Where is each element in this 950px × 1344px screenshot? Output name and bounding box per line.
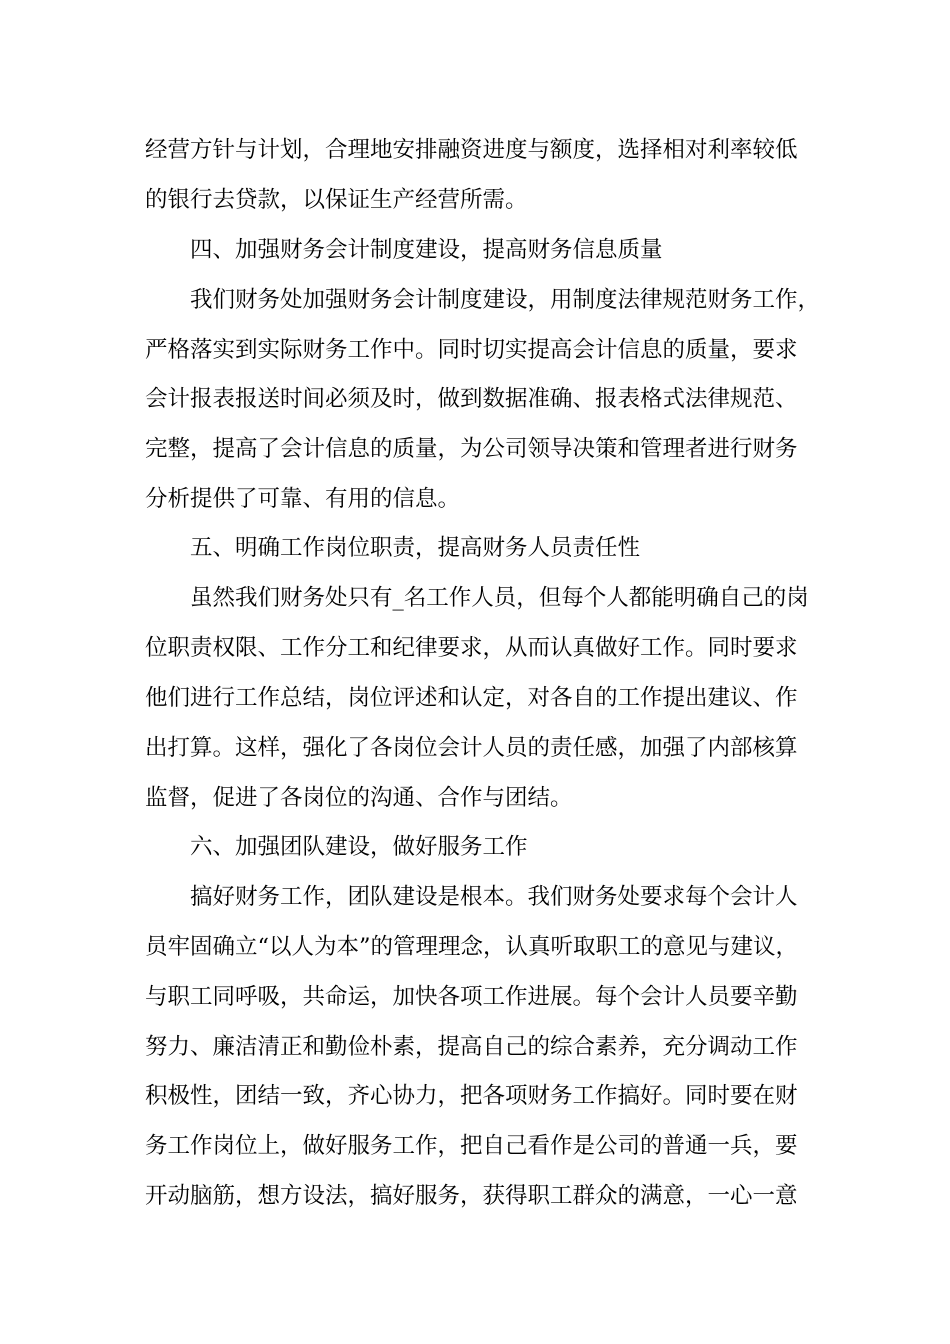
section-heading: 四、加强财务会计制度建设，提高财务信息质量 [190, 237, 663, 263]
text-line: 他们进行工作总结，岗位评述和认定，对各自的工作提出建议、作 [145, 685, 798, 711]
text-line: 虽然我们财务处只有_名工作人员，但每个人都能明确自己的岗 [190, 585, 809, 611]
text-line: 员牢固确立“以人为本”的管理理念，认真听取职工的意见与建议， [145, 934, 799, 960]
text-line: 出打算。这样，强化了各岗位会计人员的责任感，加强了内部核算 [145, 735, 798, 761]
text-line: 我们财务处加强财务会计制度建设，用制度法律规范财务工作， [190, 287, 821, 313]
text-line: 积极性，团结一致，齐心协力，把各项财务工作搞好。同时要在财 [145, 1083, 798, 1109]
text-line: 开动脑筋，想方设法，搞好服务，获得职工群众的满意，一心一意 [145, 1183, 798, 1209]
text-line: 的银行去贷款，以保证生产经营所需。 [145, 187, 528, 213]
text-line: 经营方针与计划，合理地安排融资进度与额度，选择相对利率较低 [145, 137, 798, 163]
text-line: 分析提供了可靠、有用的信息。 [145, 486, 461, 512]
section-heading: 六、加强团队建设，做好服务工作 [190, 834, 528, 860]
text-line: 努力、廉洁清正和勤俭朴素，提高自己的综合素养，充分调动工作 [145, 1034, 798, 1060]
section-heading: 五、明确工作岗位职责，提高财务人员责任性 [190, 535, 641, 561]
text-line: 搞好财务工作，团队建设是根本。我们财务处要求每个会计人 [190, 884, 798, 910]
text-line: 务工作岗位上，做好服务工作，把自己看作是公司的普通一兵，要 [145, 1133, 798, 1159]
text-line: 完整，提高了会计信息的质量，为公司领导决策和管理者进行财务 [145, 436, 798, 462]
text-line: 会计报表报送时间必须及时，做到数据准确、报表格式法律规范、 [145, 386, 798, 412]
text-line: 监督，促进了各岗位的沟通、合作与团结。 [145, 785, 573, 811]
text-line: 严格落实到实际财务工作中。同时切实提高会计信息的质量，要求 [145, 337, 798, 363]
text-line: 位职责权限、工作分工和纪律要求，从而认真做好工作。同时要求 [145, 635, 798, 661]
text-line: 与职工同呼吸，共命运，加快各项工作进展。每个会计人员要辛勤 [145, 984, 798, 1010]
